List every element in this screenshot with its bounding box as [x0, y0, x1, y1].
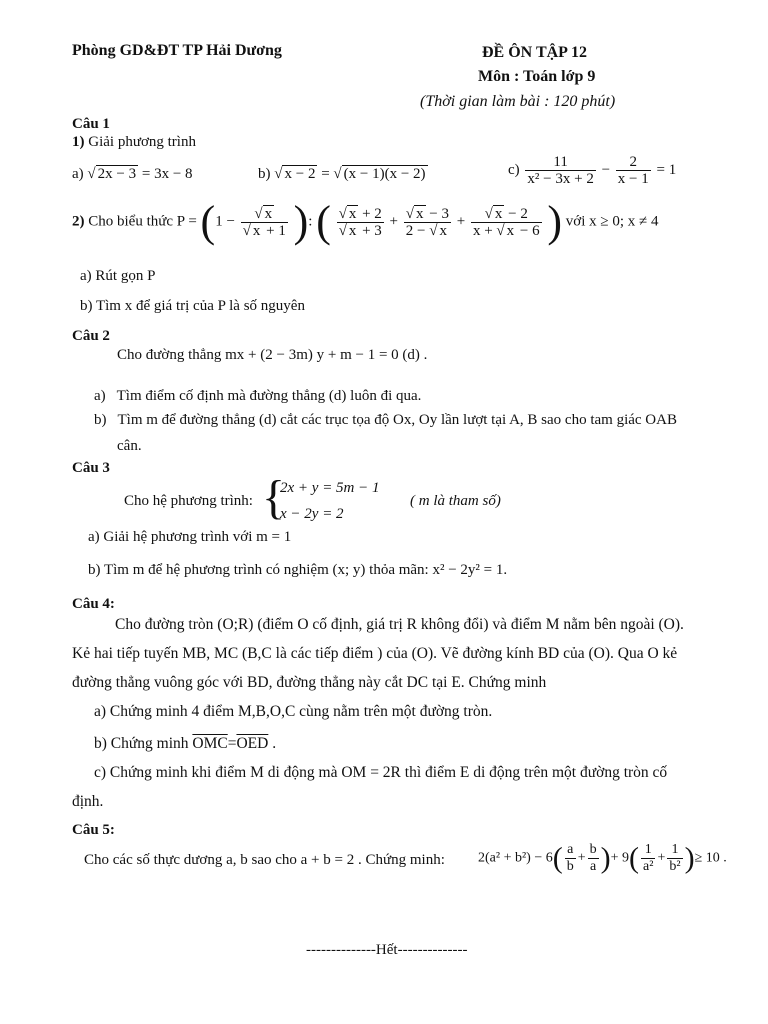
q5-inequality: 2(a² + b²) − 6( $\frac{a}{b}$ + $\frac{b}{a}$ )+ 9( $\frac{1}{\text{a²}}$ + $\frac{1}{\text{b²}}$ )≥ 10 .	[478, 841, 727, 875]
q1-c-frac-2: $\frac{2}{x - 1}$	[617, 154, 649, 187]
q3-a: a) Giải hệ phương trình với m = 1	[88, 529, 292, 545]
q1-a-rhs: = 3x − 8	[141, 166, 193, 182]
department-header: Phòng GD&ĐT TP Hải Dương	[72, 42, 282, 59]
q5-title: Câu 5:	[72, 822, 115, 838]
q1-part1-label: 1)	[72, 134, 85, 150]
q2-a	[94, 388, 421, 405]
footer-end: --------------Hết--------------	[306, 942, 468, 958]
q1-b-radicand-2: (x − 1)(x − 2)	[343, 166, 426, 182]
q2-a-text: Tìm điểm cố định mà đường thẳng (d) luôn đi qua.	[116, 388, 422, 404]
q2-b-label: b)	[94, 412, 107, 428]
q1-eq-a: a) √ 2x − 3 = 3x − 8	[72, 166, 193, 182]
p-condition: với x ≥ 0; x ≠ 4	[565, 213, 659, 230]
q5-term-2: + 9	[610, 850, 630, 866]
q1-a-radicand: 2x − 3	[97, 166, 137, 182]
q5-term-1: 2(a² + b²) − 6	[478, 850, 553, 866]
p-frac-4: $\frac{√ x - 2}{x + √ x - 6}$	[472, 205, 540, 239]
q1-b-equals: =	[321, 166, 330, 182]
q5-frac-a-b: $\frac{a}{b}$	[566, 842, 574, 874]
q4-title: Câu 4:	[72, 596, 115, 612]
q5-statement: Cho các số thực dương a, b sao cho a + b = 2 . Chứng minh:	[84, 852, 445, 868]
q4-b-equals: =	[227, 735, 237, 752]
angle-omc: $\overline{OMC}$	[192, 735, 228, 752]
q2-b-text: Tìm m để đường thẳng (d) cắt các trục tọa độ Ox, Oy lần lượt tại A, B sao cho tam giác OAB	[117, 412, 677, 428]
q1-eq-c: c) $\frac{11}{\text{x² − 3x + 2}}$ − $\frac{2}{x - 1}$ = 1	[508, 154, 677, 187]
q1-title: Câu 1	[72, 116, 110, 132]
q4-b	[94, 735, 276, 753]
exam-title: ĐỀ ÔN TẬP 12	[482, 44, 588, 61]
q2-b-cont: cân.	[117, 438, 142, 454]
q2-a-label: a)	[94, 388, 106, 404]
q4-line-3: đường thẳng vuông góc với BD, đường thẳng này cắt DC tại E. Chứng minh	[72, 674, 547, 691]
q4-c: c) Chứng minh khi điểm M di động mà OM = 2R thì điểm E di động trên một đường tròn cố	[94, 764, 668, 781]
q1-part2: 2) Cho biểu thức P = (1 − $\frac{√ x}{√ x + 1}$ ): ( $\frac{√ x + 2}{√ x + 3}$ + $\frac{√ x - 3}{2 - √ x}$ + $\frac{√ x - 2}{x + √ x - 6}$ ) với x ≥ 0; x ≠ 4	[72, 197, 659, 246]
q1-b-radicand-1: x − 2	[284, 166, 316, 182]
q1-part2-label: 2)	[72, 213, 85, 230]
q4-a: a) Chứng minh 4 điểm M,B,O,C cùng nằm trên một đường tròn.	[94, 703, 493, 720]
q5-plus-2: +	[657, 850, 666, 866]
q2-title: Câu 2	[72, 328, 110, 344]
p-frac-2: $\frac{√ x + 2}{√ x + 3}$	[338, 205, 382, 239]
q3-eq1: 2x + y = 5m − 1	[280, 480, 380, 496]
q1-opt-b: b) Tìm x để giá trị của P là số nguyên	[80, 298, 305, 314]
q1-a-label: a)	[72, 166, 84, 182]
q3-note: ( m là tham số)	[410, 493, 501, 509]
q1-c-frac-1: $\frac{11}{\text{x² − 3x + 2}}$	[527, 154, 594, 187]
q1-b-label: b)	[258, 166, 271, 182]
q1-part1-text: Giải phương trình	[88, 134, 196, 150]
q2-statement: Cho đường thẳng mx + (2 − 3m) y + m − 1 = 0 (d) .	[117, 347, 428, 363]
q5-rhs: ≥ 10 .	[694, 850, 727, 866]
q1-part2-text: Cho biểu thức P =	[88, 213, 197, 230]
q1-part1	[72, 134, 196, 151]
q3-brace: {	[262, 471, 286, 524]
q1-eq-b: b) √ x − 2 = √ (x − 1)(x − 2)	[258, 166, 426, 182]
angle-oed: $\overline{OED}$	[236, 735, 269, 752]
q1-c-label: c)	[508, 161, 520, 178]
q4-b-prefix: b) Chứng minh	[94, 735, 189, 752]
p-frac-1: $\frac{√ x}{√ x + 1}$	[242, 205, 286, 239]
q3-title: Câu 3	[72, 460, 110, 476]
q1-c-rhs: = 1	[656, 161, 677, 178]
q1-opt-a: a) Rút gọn P	[80, 268, 156, 284]
q2-b	[94, 412, 677, 429]
q3-eq2: x − 2y = 2	[280, 506, 344, 522]
q4-c-cont: định.	[72, 793, 104, 810]
q5-frac-1-b2: $\frac{1}{\text{b²}}$	[669, 842, 681, 874]
q3-statement: Cho hệ phương trình:	[124, 493, 253, 509]
q5-frac-b-a: $\frac{b}{a}$	[589, 842, 597, 874]
time-line: (Thời gian làm bài : 120 phút)	[420, 93, 616, 110]
q4-line-2: Kẻ hai tiếp tuyến MB, MC (B,C là các tiếp điểm ) của (O). Vẽ đường kính BD của (O). Qua O kẻ	[72, 645, 678, 662]
p-frac-3: $\frac{√ x - 3}{2 - √ x}$	[405, 205, 449, 239]
q4-line-1: Cho đường tròn (O;R) (điểm O cố định, giá trị R không đổi) và điểm M nằm bên ngoài (O).	[115, 616, 684, 633]
subject-line: Môn : Toán lớp 9	[478, 68, 596, 85]
q5-plus-1: +	[577, 850, 586, 866]
q4-b-suffix: .	[268, 735, 277, 752]
q5-frac-1-a2: $\frac{1}{\text{a²}}$	[643, 842, 654, 874]
q3-b: b) Tìm m để hệ phương trình có nghiệm (x; y) thỏa mãn: x² − 2y² = 1.	[88, 562, 508, 578]
